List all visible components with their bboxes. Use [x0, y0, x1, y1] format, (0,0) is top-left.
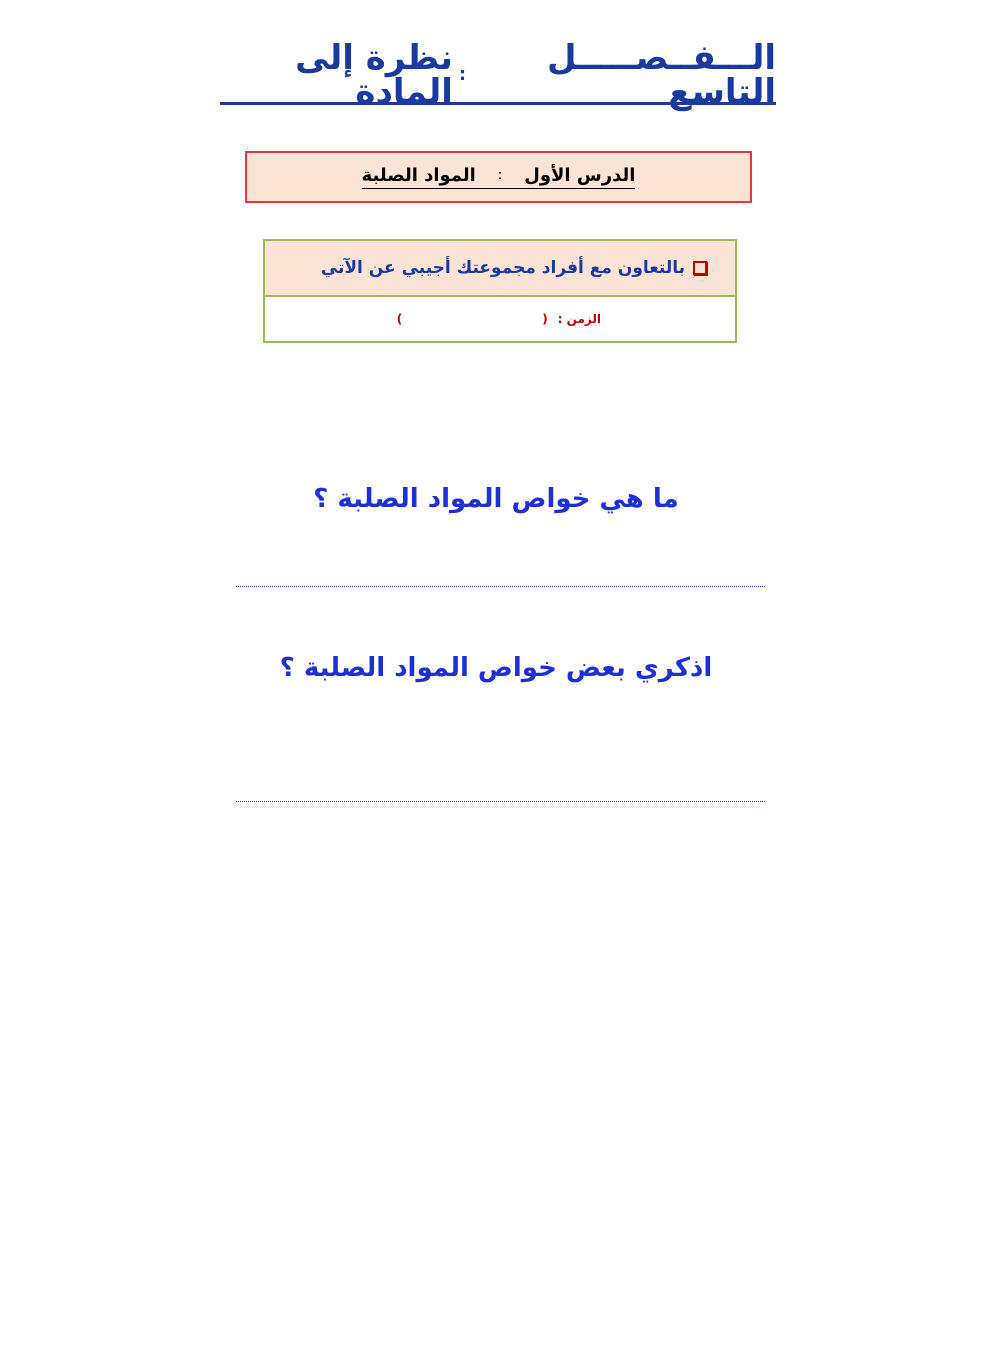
answer-line-1: [236, 586, 765, 587]
time-row: [265, 297, 735, 341]
question-1: ما هي خواص المواد الصلبة ؟: [313, 484, 679, 514]
answer-line-2: [236, 801, 765, 802]
task-box: [263, 239, 737, 343]
chapter-topic: نظرة إلى المادة: [295, 38, 453, 112]
task-instruction-row: [265, 241, 735, 297]
chapter-separator: :: [458, 64, 467, 85]
lesson-box: [245, 151, 752, 203]
question-2: اذكري بعض خواص المواد الصلبة ؟: [279, 653, 713, 683]
time-label: الزمن :: [557, 312, 601, 326]
chapter-label: الـــفــصـــــل التاسع: [547, 38, 776, 112]
checkbox-icon: [693, 261, 707, 275]
task-instruction: بالتعاون مع أفراد مجموعتك أجيبي عن الآتي: [320, 258, 685, 278]
chapter-title: [220, 38, 776, 112]
time-paren-close: ): [396, 312, 403, 326]
lesson-topic: المواد الصلبة: [361, 165, 476, 186]
lesson-label: الدرس الأول: [524, 165, 636, 186]
time-paren-open: (: [542, 312, 548, 326]
lesson-heading: [362, 165, 636, 189]
lesson-separator: :: [497, 168, 503, 183]
